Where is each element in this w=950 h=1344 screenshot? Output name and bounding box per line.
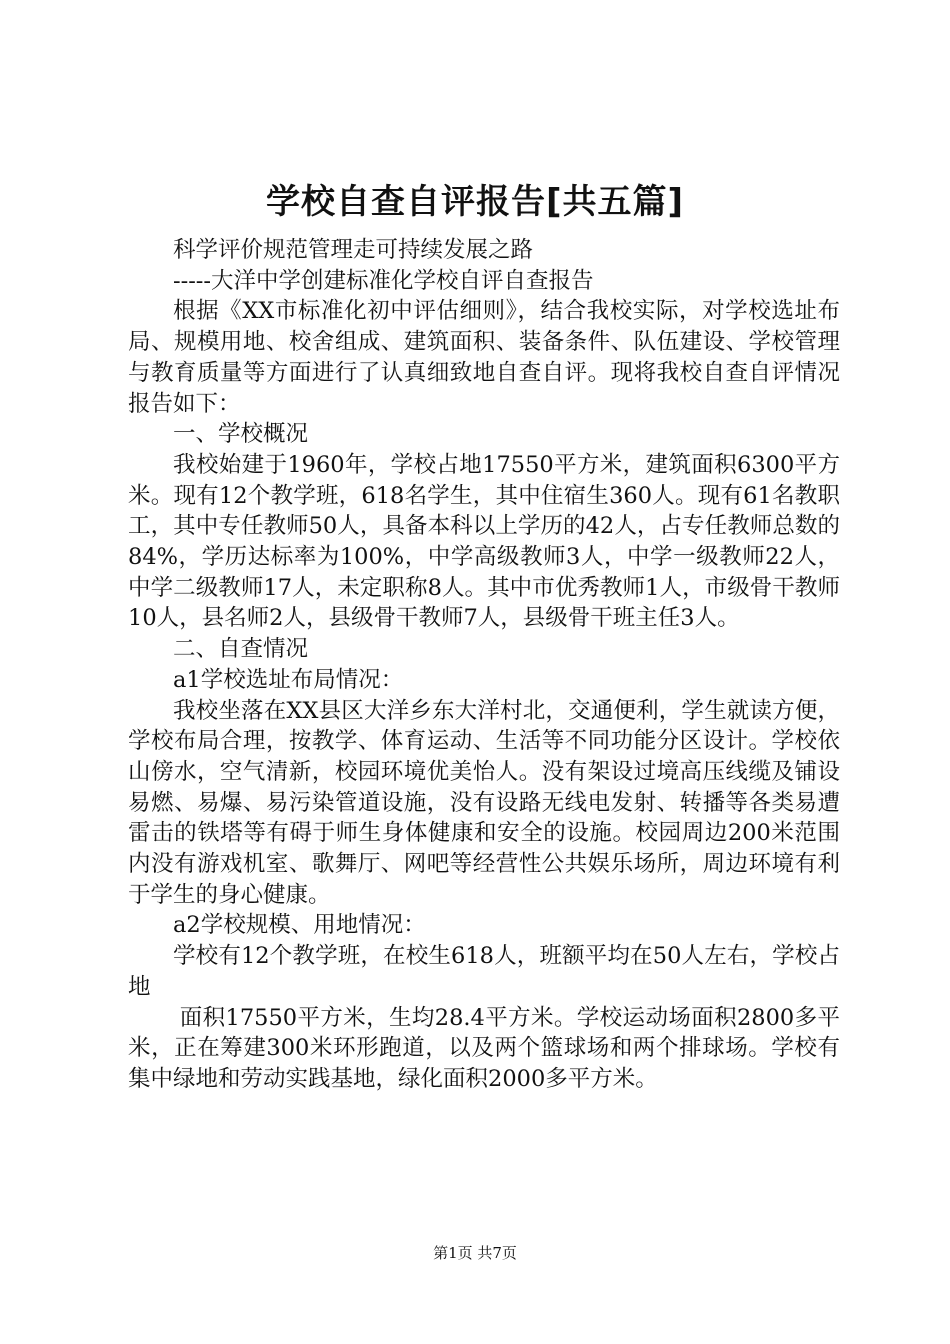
overview-paragraph: 我校始建于1960年，学校占地17550平方米，建筑面积6300平方米。现有12个教学班，618名学生，其中住宿生360人。现有61名教职工，其中专任教师50人，具备本科以上学历的42人，占专任教师总数的84%，学历达标率为100%，中学高级教师3人，中学一级教师22人，中学二级教师17人，未定职称8人。其中市优秀教师1人，市级骨干教师10人，县名师2人，县级骨干教师7人，县级骨干班主任3人。 (128, 451, 840, 632)
section-heading-self-check: 二、自查情况 (173, 636, 309, 663)
section-heading-overview: 一、学校概况 (173, 421, 309, 448)
subheading-scale-land: a2学校规模、用地情况： (173, 912, 426, 939)
intro-paragraph: 根据《XX市标准化初中评估细则》，结合我校实际，对学校选址布局、规模用地、校舍组成、建筑面积、装备条件、队伍建设、学校管理与教育质量等方面进行了认真细致地自查自评。现将我校自查自评情况报告如下： (128, 298, 840, 417)
document-title: 学校自查自评报告[共五篇] (265, 182, 685, 222)
location-layout-paragraph: 我校坐落在XX县区大洋乡东大洋村北，交通便利，学生就读方便，学校布局合理，按教学、体育运动、生活等不同功能分区设计。学校依山傍水，空气清新，校园环境优美怡人。没有架设过境高压线缆及铺设易燃、易爆、易污染管道设施，没有设路无线电发射、转播等各类易遭雷击的铁塔等有碍于师生身体健康和安全的设施。校园周边200米范围内没有游戏机室、歌舞厅、网吧等经营性公共娱乐场所，周边环境有利于学生的身心健康。 (128, 697, 840, 908)
subtitle: 科学评价规范管理走可持续发展之路 (173, 237, 534, 263)
scale-land-paragraph: 学校有12个教学班，在校生618人，班额平均在50人左右，学校占地 (128, 943, 840, 1000)
land-area-paragraph: 面积17550平方米，生均28.4平方米。学校运动场面积2800多平米，正在筹建300米环形跑道，以及两个篮球场和两个排球场。学校有集中绿地和劳动实践基地，绿化面积2000多平方米。 (128, 1004, 840, 1092)
page-footer: 第1页 共7页 (433, 1244, 517, 1262)
subheading-location-layout: a1学校选址布局情况： (173, 666, 404, 693)
document-body (128, 235, 840, 1095)
subtitle-report-name: -----大洋中学创建标准化学校自评自查报告 (173, 267, 594, 294)
